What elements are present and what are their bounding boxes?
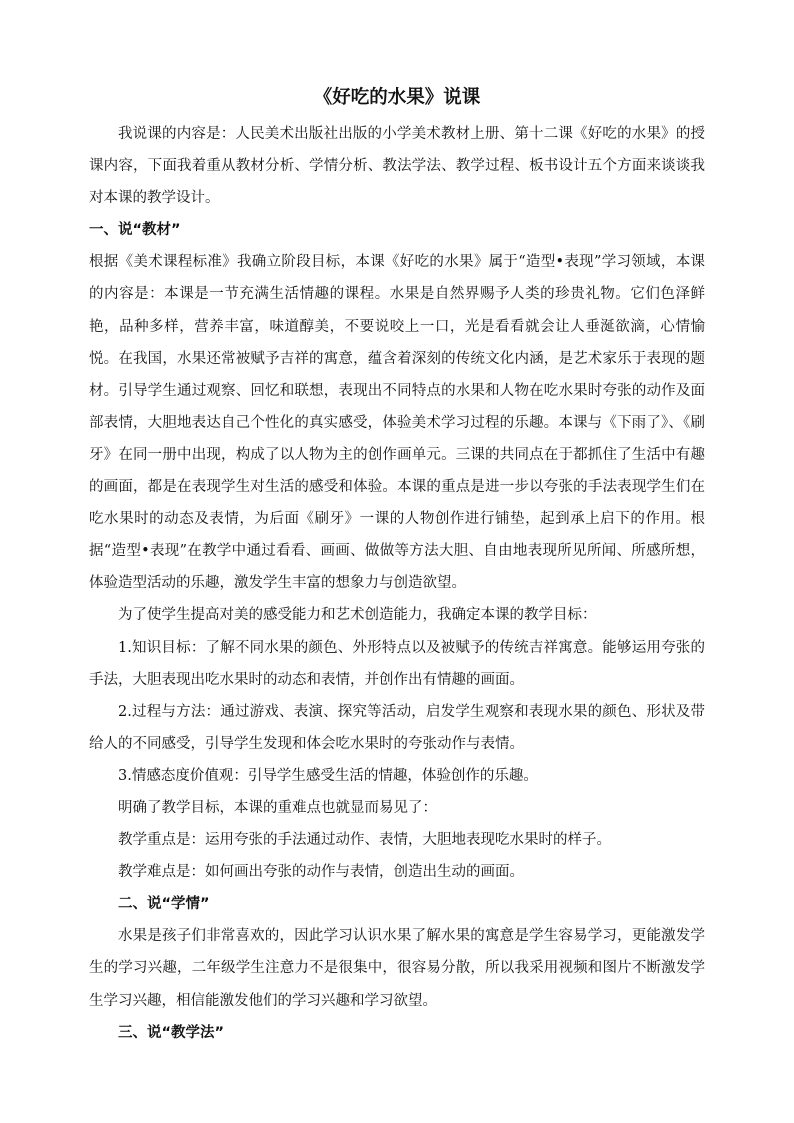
key-difficult-intro: 明确了教学目标，本课的重难点也就显而易见了： (118, 799, 437, 816)
goal-process-method: 2.过程与方法：通过游戏、表演、探究等活动，启发学生观察和表现水果的颜色、形状及带给人的不同感受，引导学生发现和体会吃水果时的夸张动作与表情。 (89, 703, 705, 752)
materials-paragraph: 根据《美术课程标准》我确立阶段目标，本课《好吃的水果》属于“造型•表现”学习领域，本课的内容是：本课是一节充满生活情趣的课程。水果是自然界赐予人类的珍贵礼物。它们色泽鲜艳，品种多样，营养丰富，味道醇美，不要说咬上一口，光是看看就会让人垂涎欲滴，心情愉悦。在我国，水果还常被赋予吉祥的寓意，蕴含着深刻的传统文化内涵，是艺术家乐于表现的题材。引导学生通过观察、回忆和联想，表现出不同特点的水果和人物在吃水果时夸张的动作及面部表情，大胆地表达自己个性化的真实感受，体验美术学习过程的乐趣。本课与《下雨了》、《刷牙》在同一册中出现，构成了以人物为主的创作画单元。三课的共同点在于都抓住了生活中有趣的画面，都是在表现学生对生活的感受和体验。本课的重点是进一步以夸张的手法表现学生们在吃水果时的动态及表情，为后面《刷牙》一课的人物创作进行铺垫，起到承上启下的作用。根据“造型•表现”在教学中通过看看、画画、做做等方法大胆、自由地表现所见所闻、所感所想，体验造型活动的乐趣，激发学生丰富的想象力与创造欲望。 (89, 254, 705, 592)
section-heading-teaching-method: 三、说“教学法” (118, 1024, 225, 1041)
intro-paragraph: 我说课的内容是：人民美术出版社出版的小学美术教材上册、第十二课《好吃的水果》的授课内容，下面我着重从教材分析、学情分析、教法学法、教学过程、板书设计五个方面来谈谈我对本课的教学设计。 (89, 126, 705, 207)
goals-intro-paragraph: 为了使学生提高对美的感受能力和艺术创造能力，我确定本课的教学目标： (118, 607, 597, 624)
students-paragraph: 水果是孩子们非常喜欢的，因此学习认识水果了解水果的寓意是学生容易学习，更能激发学生的学习兴趣，二年级学生注意力不是很集中，很容易分散，所以我采用视频和图片不断激发学生学习兴趣，相信能激发他们的学习兴趣和学习欲望。 (89, 928, 705, 1009)
teaching-key-point: 教学重点是：运用夸张的手法通过动作、表情，大胆地表现吃水果时的样子。 (118, 832, 611, 849)
section-heading-materials: 一、说“教材” (89, 222, 181, 239)
document-title: 《好吃的水果》说课 (313, 87, 481, 108)
goal-emotion-values: 3.情感态度价值观：引导学生感受生活的情趣，体验创作的乐趣。 (118, 767, 538, 784)
goal-knowledge: 1.知识目标：了解不同水果的颜色、外形特点以及被赋予的传统吉祥寓意。能够运用夸张的手法，大胆表现出吃水果时的动态和表情，并创作出有情趣的画面。 (89, 639, 705, 688)
teaching-difficult-point: 教学难点是：如何画出夸张的动作与表情，创造出生动的画面。 (118, 864, 524, 881)
document-body (89, 84, 705, 1049)
section-heading-students: 二、说“学情” (118, 896, 210, 913)
